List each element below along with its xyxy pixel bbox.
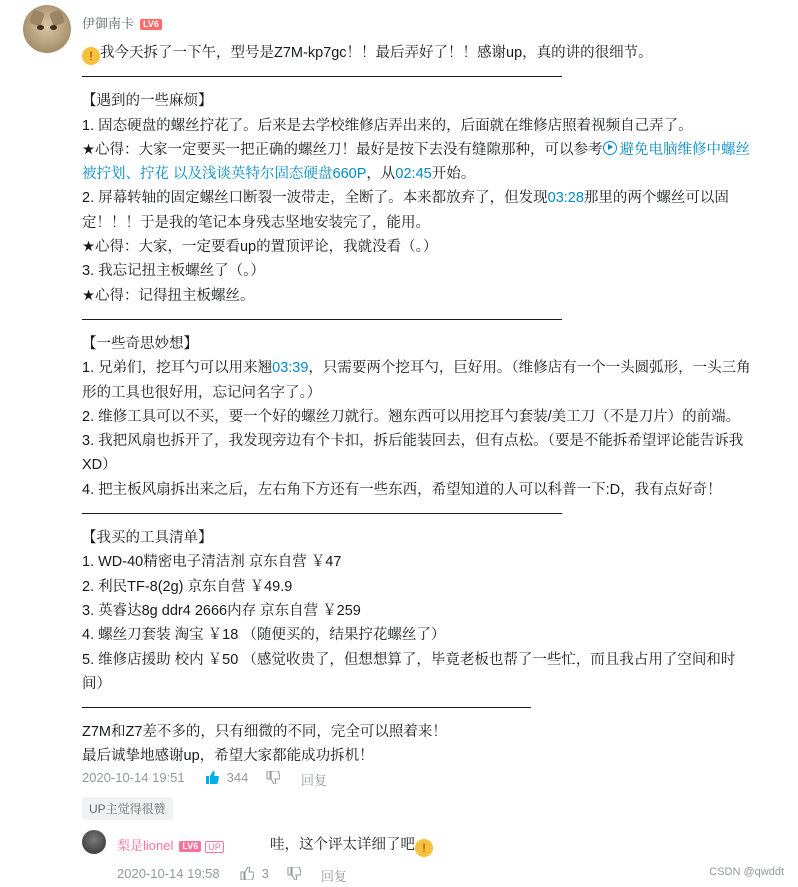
thumbs-up-icon	[205, 771, 219, 784]
thumbs-up-icon	[240, 867, 254, 880]
reply-button[interactable]: 回复	[301, 773, 328, 788]
divider	[82, 319, 562, 320]
shocked-emoji-icon: !	[82, 47, 100, 65]
timestamp-link[interactable]: 03:39	[272, 360, 309, 377]
thumbs-down-icon	[266, 771, 280, 784]
reply-avatar[interactable]	[82, 830, 106, 854]
thumbs-down-icon	[287, 867, 301, 880]
up-tag: UP	[205, 841, 224, 853]
video-link[interactable]: 避免电脑维修中螺丝	[603, 142, 751, 158]
reply-dislike-button[interactable]	[287, 866, 301, 881]
divider	[82, 707, 531, 708]
video-link-cont[interactable]: 被拧划、拧花 以及浅谈英特尔固态硬盘660P	[82, 166, 367, 183]
commenter-avatar[interactable]	[23, 5, 71, 53]
section-heading: 【遇到的一些麻烦】	[82, 93, 213, 110]
like-count: 344	[226, 770, 249, 785]
reply-like-count: 3	[261, 866, 269, 881]
comment-timestamp: 2020-10-14 19:51	[82, 770, 185, 785]
section-heading: 【我买的工具清单】	[82, 530, 213, 547]
reply-username[interactable]: 梨是lionel LV6 UP	[117, 835, 224, 854]
comment-body: ! 我今天拆了一下午，型号是Z7M-kp7gc！！最后弄好了！！感谢up，真的讲的很细节。 【遇到的一些麻烦】 1. 固态硬盘的螺丝拧花了。后来是去学校维修店弄出来的，后面就在维修店照着视频自己弄了。 ★心得：大家一定要买一把正确的螺丝刀！最好是按下去没有缝隙那种，可以参考 避免电脑维修中螺丝 被拧划、拧花 以及浅谈英特尔固态硬盘660P，从02:45开始。 2. 屏幕转轴的固定螺丝口断裂一波带走，全断了。本来都放弃了，但发现03:28那里的两个螺丝可以固 定！！！于是我的笔记本身残志坚地安装完了，能用。 ★心得：大家，一定要看up的置顶评论，我就没看（。） 3. 我忘记扭主板螺丝了（。） ★心得：记得扭主板螺丝。 【一些奇思妙想】 1. 兄弟们，挖耳勺可以用来翘03:39，只需要两个挖耳勺，巨好用。（维修店有一个一头圆弧形，一头三角 形的工具也很好用，忘记问名字了。） 2. 维修工具可以不买，要一个好的螺丝刀就行。翘东西可以用挖耳勺套装/美工刀（不是刀片）的前端。 3. 我把风扇也拆开了，我发现旁边有个卡扣，拆后能装回去，但有点松。（要是不能拆希望评论能告诉我 XD） 4. 把主板风扇拆出来之后，左右角下方还有一些东西，希望知道的人可以科普一下:D，我有点好奇！ 【我买的工具清单】 1. WD-40精密电子清洁剂 京东自营 ￥47 2. 利民TF-8(2g) 京东自营 ￥49.9 3. 英睿达8g ddr4 2666内存 京东自营 ￥259 4. 螺丝刀套装 淘宝 ￥18 （随便买的，结果拧花螺丝了） 5. 维修店援助 校内 ￥50 （感觉收贵了，但想想算了，毕竟老板也帮了一些忙，而且我占用了空间和时 间） Z7M和Z7差不多的，只有细微的不同，完全可以照着来！ 最后诚挚地感谢up，希望大家都能成功拆机！	[82, 41, 782, 769]
timestamp-link[interactable]: 02:45	[395, 166, 432, 183]
divider	[82, 513, 562, 514]
timestamp-link[interactable]: 03:28	[547, 190, 584, 207]
watermark: CSDN @qwddt	[709, 866, 784, 878]
surprised-emoji-icon: !	[415, 839, 433, 857]
reply-timestamp: 2020-10-14 19:58	[117, 866, 220, 881]
level-badge: LV6	[179, 841, 201, 852]
section-heading: 【一些奇思妙想】	[82, 335, 198, 352]
divider	[82, 76, 562, 77]
commenter-name[interactable]: 伊御南卡 LV6	[82, 13, 162, 32]
reply-like-button[interactable]	[240, 866, 269, 881]
level-badge: LV6	[140, 19, 162, 30]
dislike-button[interactable]	[266, 770, 280, 785]
like-button[interactable]	[205, 770, 248, 785]
reply-reply-button[interactable]: 回复	[321, 869, 348, 884]
reply-content: 哇，这个评太详细了吧 !	[270, 833, 433, 857]
play-icon	[603, 141, 617, 155]
up-liked-badge: UP主觉得很赞	[82, 797, 173, 820]
